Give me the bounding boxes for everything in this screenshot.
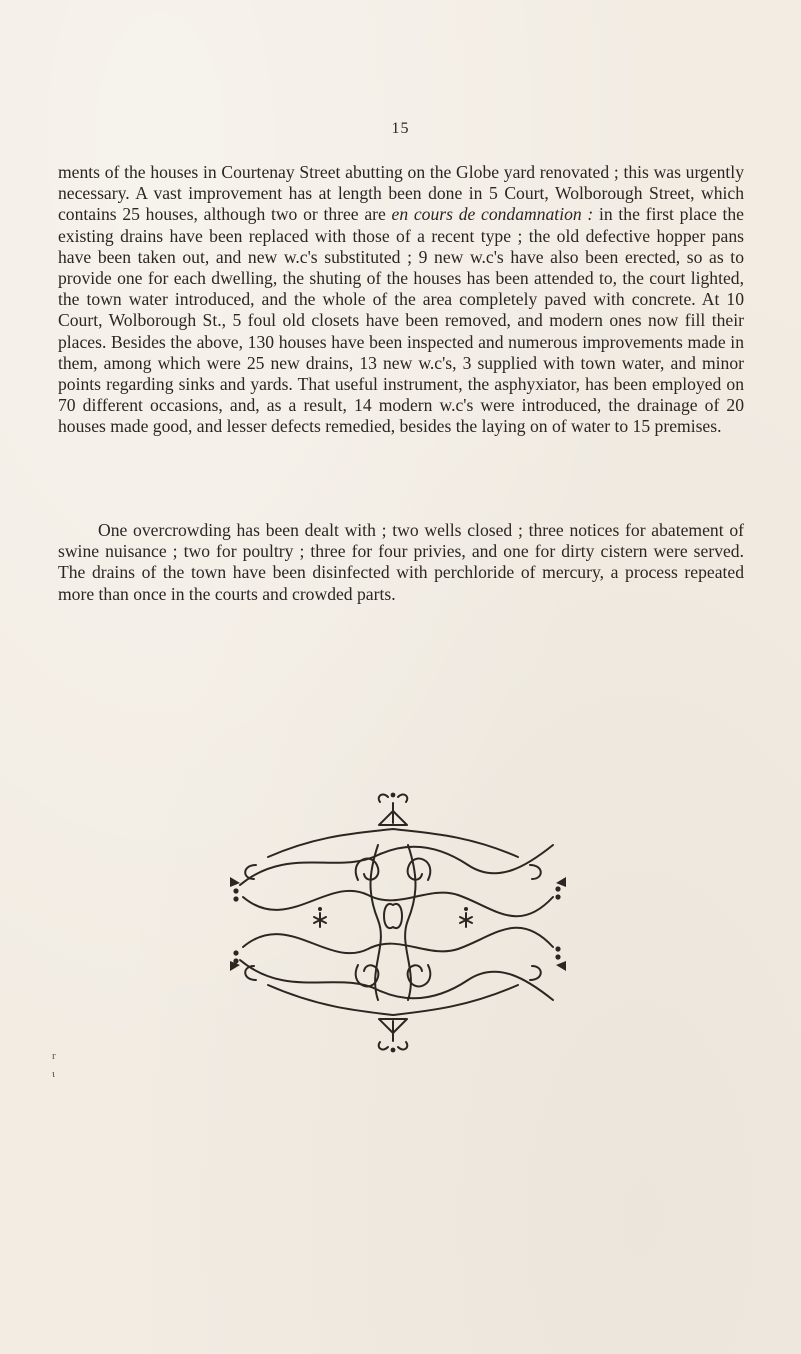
page-number: 15	[391, 120, 410, 137]
paragraph-1-text-start: ments of the houses in Courtenay Street abutting on the Globe yard renovated ; this was urgently necessary. A vast improvement has at length been done in 5 Court, Wolborough Street, which contains 25 houses, although two or three are	[58, 162, 744, 225]
paragraph-1-italic-phrase: en cours de condamnation :	[391, 204, 594, 225]
paragraph-1-text-end: in the first place the existing drains have been replaced with those of a recent type ; the old defective hopper pans have been taken out, and new w.c's substituted ; 9 new w.c's have also been erected, so as to provide one for each dwelling, the shuting of the houses has been attended to, the court lighted, the town water introduced, and the whole of the area completely paved with concrete. At 10 Court, Wolborough St., 5 foul old closets have been removed, and modern ones now fill their places. Besides the above, 130 houses have been inspected and numerous improvements made in them, among which were 25 new drains, 13 new w.c's, 3 supplied with town water, and minor points regarding sinks and yards. That useful instrument, the asphyxiator, has been employed on 70 different occasions, and, as a result, 14 modern w.c's were introduced, the drainage of 20 houses made good, and lesser defects remedied, besides the laying on of water to 15 premises.	[58, 204, 744, 437]
margin-mark-2: ι	[52, 1068, 55, 1080]
margin-mark-1: r	[52, 1050, 56, 1062]
body-paragraph-1	[58, 162, 744, 438]
fleuron-ornament-icon	[228, 785, 568, 1060]
body-paragraph-2: One overcrowding has been dealt with ; two wells closed ; three notices for abatement of swine nuisance ; two for poultry ; three for four privies, and one for dirty cistern were served. The drains of the town have been disinfected with perchloride of mercury, a process repeated more than once in the courts and crowded parts.	[58, 520, 744, 604]
